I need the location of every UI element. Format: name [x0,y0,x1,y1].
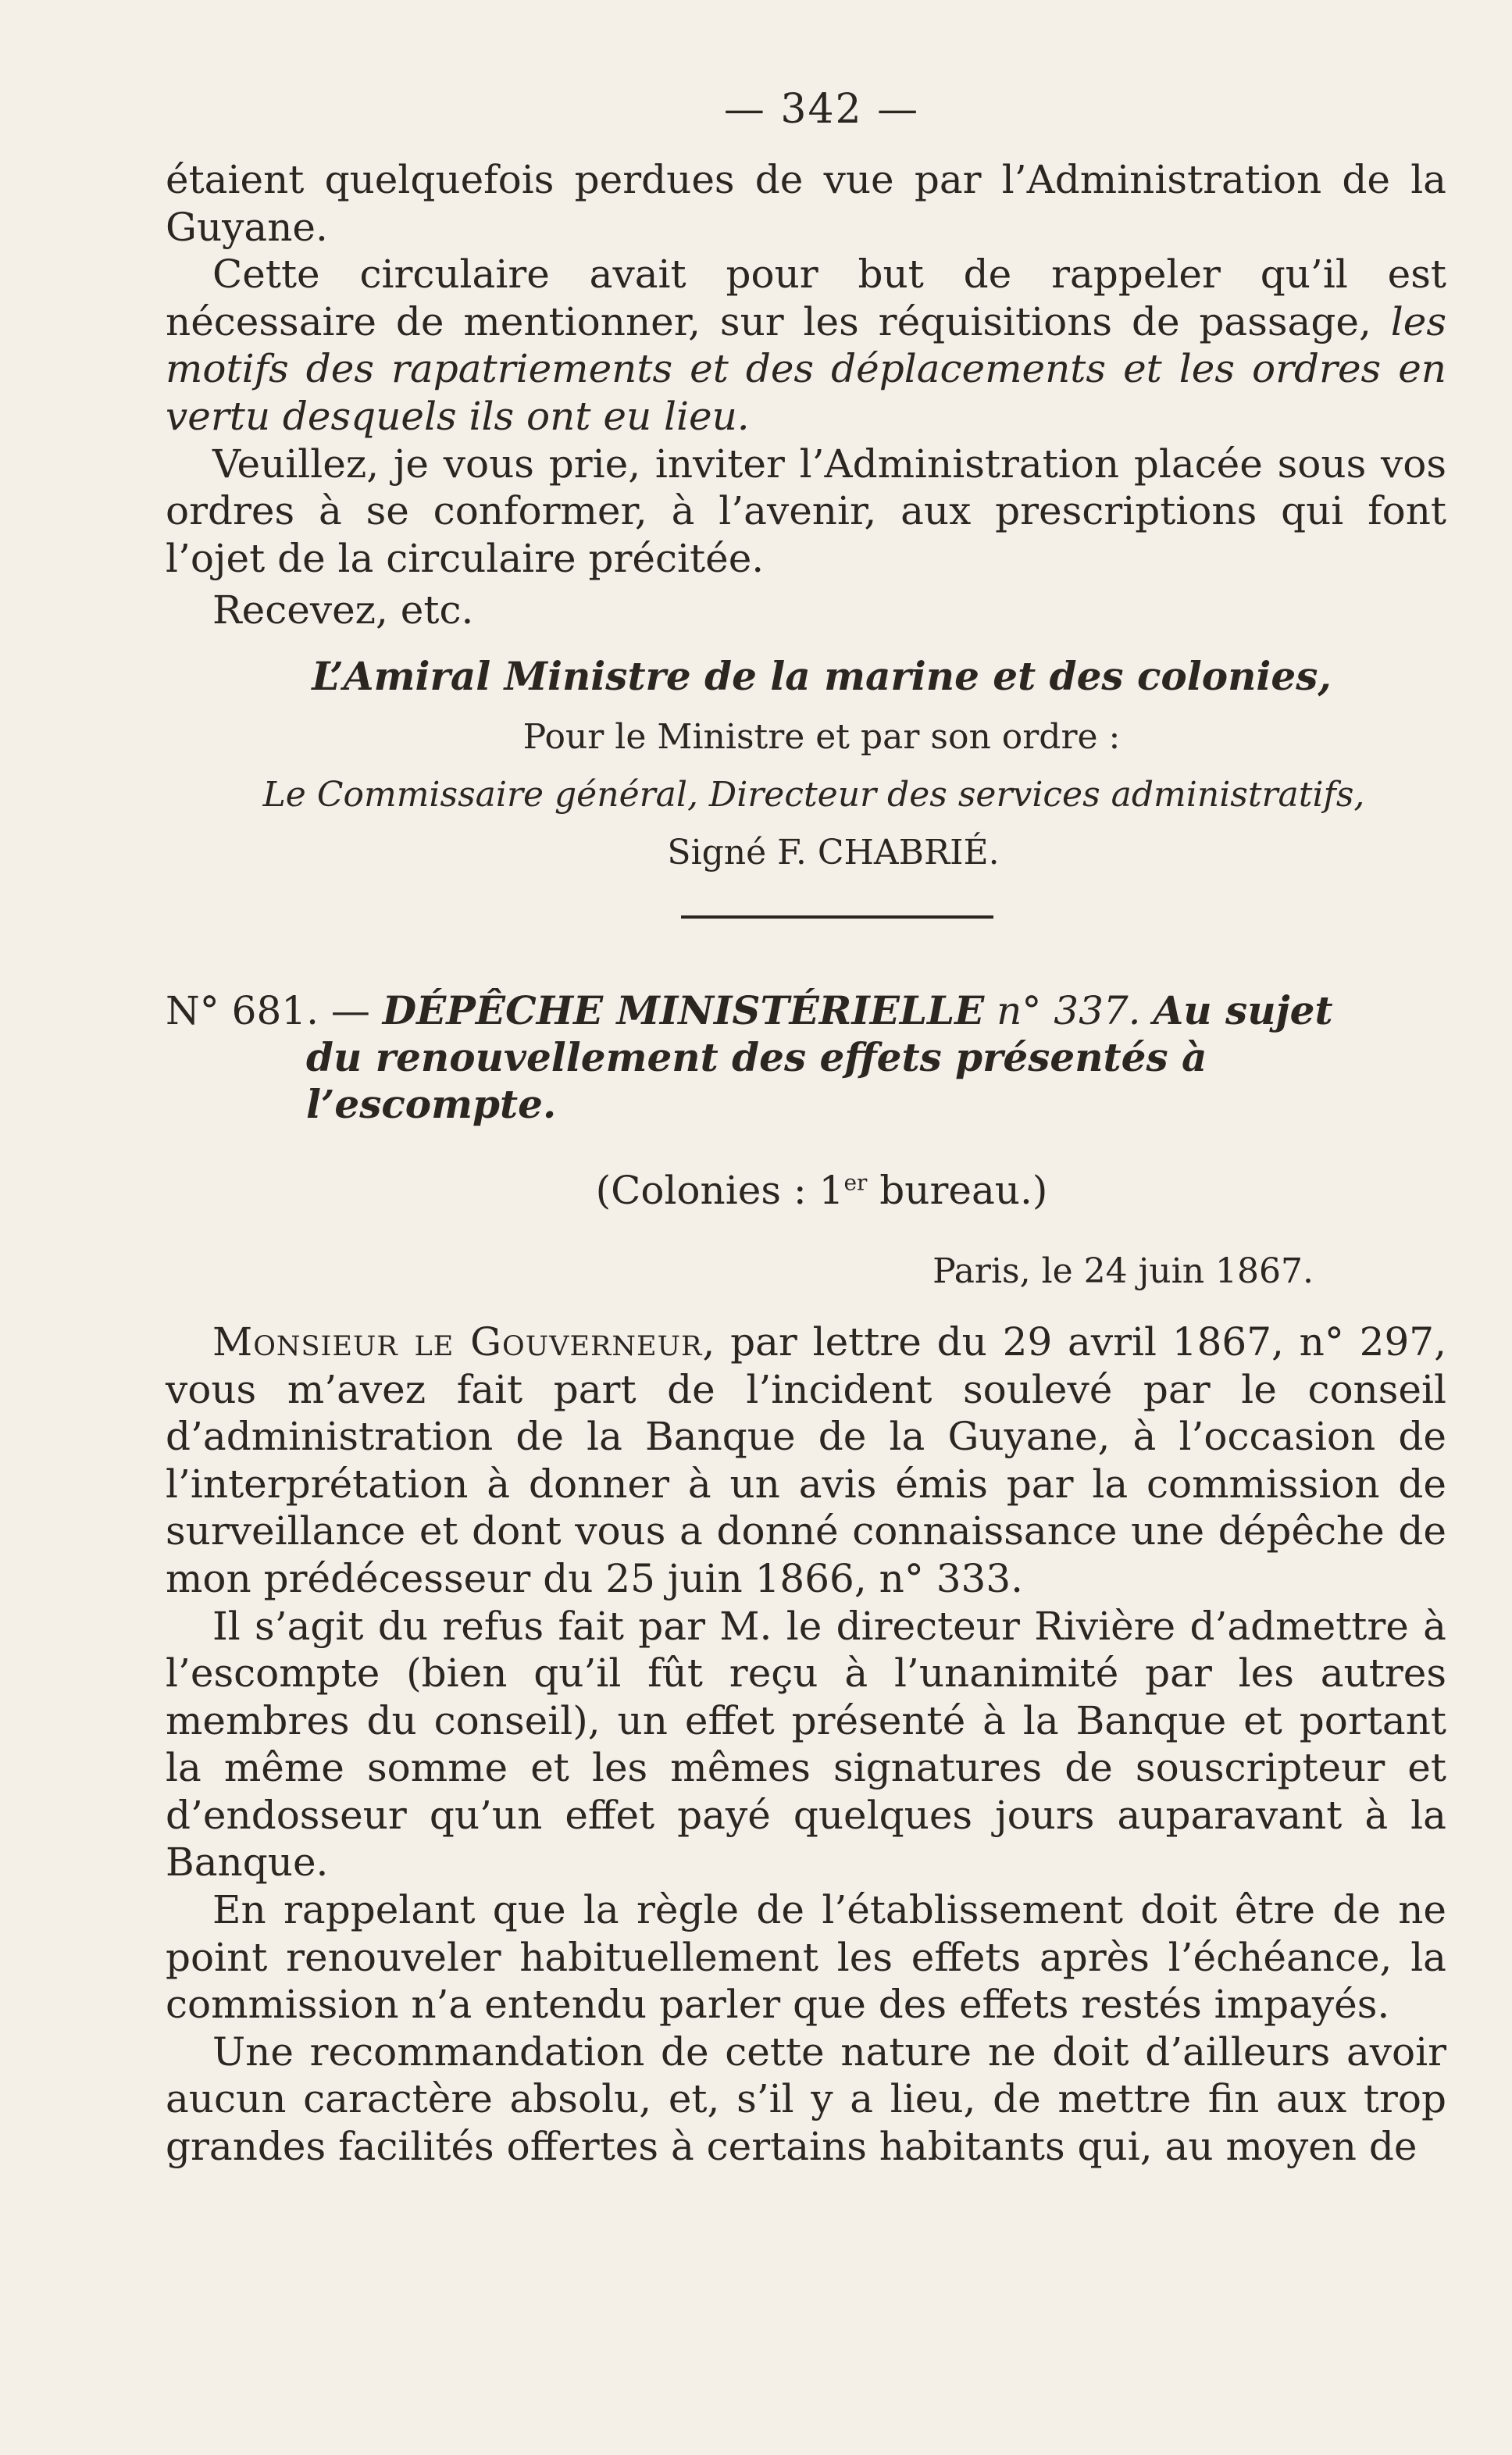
dispatch-title-number: n° 337. [997,987,1141,1033]
paragraph: Veuillez, je vous prie, inviter l’Administration placée sous vos ordres à se conformer, à l’avenir, aux prescriptions qui font l’ojet de la circulaire précitée. [166,441,1446,581]
paragraph-text: Cette circulaire avait pour but de rappeler qu’il est nécessaire de mentionner, sur les réquisitions de passage, [166,252,1446,344]
paragraph [166,1318,1446,1603]
paragraph: En rappelant que la règle de l’établissement doit être de ne point renouveler habituellement les effets après l’échéance, la commission n’a entendu parler que des effets restés impayés. [166,1887,1446,2028]
signature-commissioner: Le Commissaire général, Directeur des services administratifs, [262,774,1365,815]
emphasis-text: les motifs des rapatriements et des déplacements et les ordres en vertu desquels ils ont eu lieu. [166,298,1446,439]
paragraph: étaient quelquefois perdues de vue par l’Administration de la Guyane. [166,157,1446,250]
paragraph: Une recommandation de cette nature ne doit d’ailleurs avoir aucun caractère absolu, et, s’il y a lieu, de mettre fin aux trop grandes facilités offertes à certains habitants qui, au moyen de [166,2029,1446,2170]
closing-formula: Recevez, etc. [212,587,474,633]
signature-order: Pour le Ministre et par son ordre : [522,716,1121,757]
bureau-suffix: bureau.) [867,1167,1048,1213]
page-content [166,84,1446,2171]
paragraph: Il s’agit du refus fait par M. le directeur Rivière d’admettre à l’escompte (bien qu’il fût reçu à l’unanimité par les autres membres du conseil), un effet présenté à la Banque et portant la même somme et les mêmes signatures de souscripteur et d’endosseur qu’un effet payé quelques jours auparavant à la Banque. [166,1603,1446,1886]
dispatch-subject-start: Au sujet [1153,987,1333,1033]
dateline: Paris, le 24 juin 1867. [933,1251,1314,1291]
signature-title: L’Amiral Ministre de la marine et des colonies, [312,652,1332,699]
salutation: Monsieur le Gouverneur [212,1318,703,1365]
dispatch-subject: du renouvellement des effets présentés à l’escompte. [306,1033,1207,1127]
bureau-prefix: (Colonies : 1 [595,1167,844,1213]
dispatch-title: DÉPÊCHE MINISTÉRIELLE [382,987,985,1033]
signature-name: Signé F. CHABRIÉ. [667,832,1000,872]
paragraph [166,251,1446,440]
bureau-superscript: er [843,1169,868,1196]
dispatch-heading [166,987,1446,1034]
bureau-line [166,1167,1446,1214]
page-number: — 342 — [723,86,920,133]
section-divider [681,915,993,919]
dispatch-number: N° 681. — [166,987,370,1033]
paragraph-text: , par lettre du 29 avril 1867, n° 297, vous m’avez fait part de l’incident soulevé par le conseil d’administration de la Banque de la Guyane, à l’occasion de l’interprétation à donner à un avis émis par la commission de surveillance et dont vous a donné connaissance une dépêche de mon prédécesseur du 25 juin 1866, n° 333. [166,1318,1446,1601]
